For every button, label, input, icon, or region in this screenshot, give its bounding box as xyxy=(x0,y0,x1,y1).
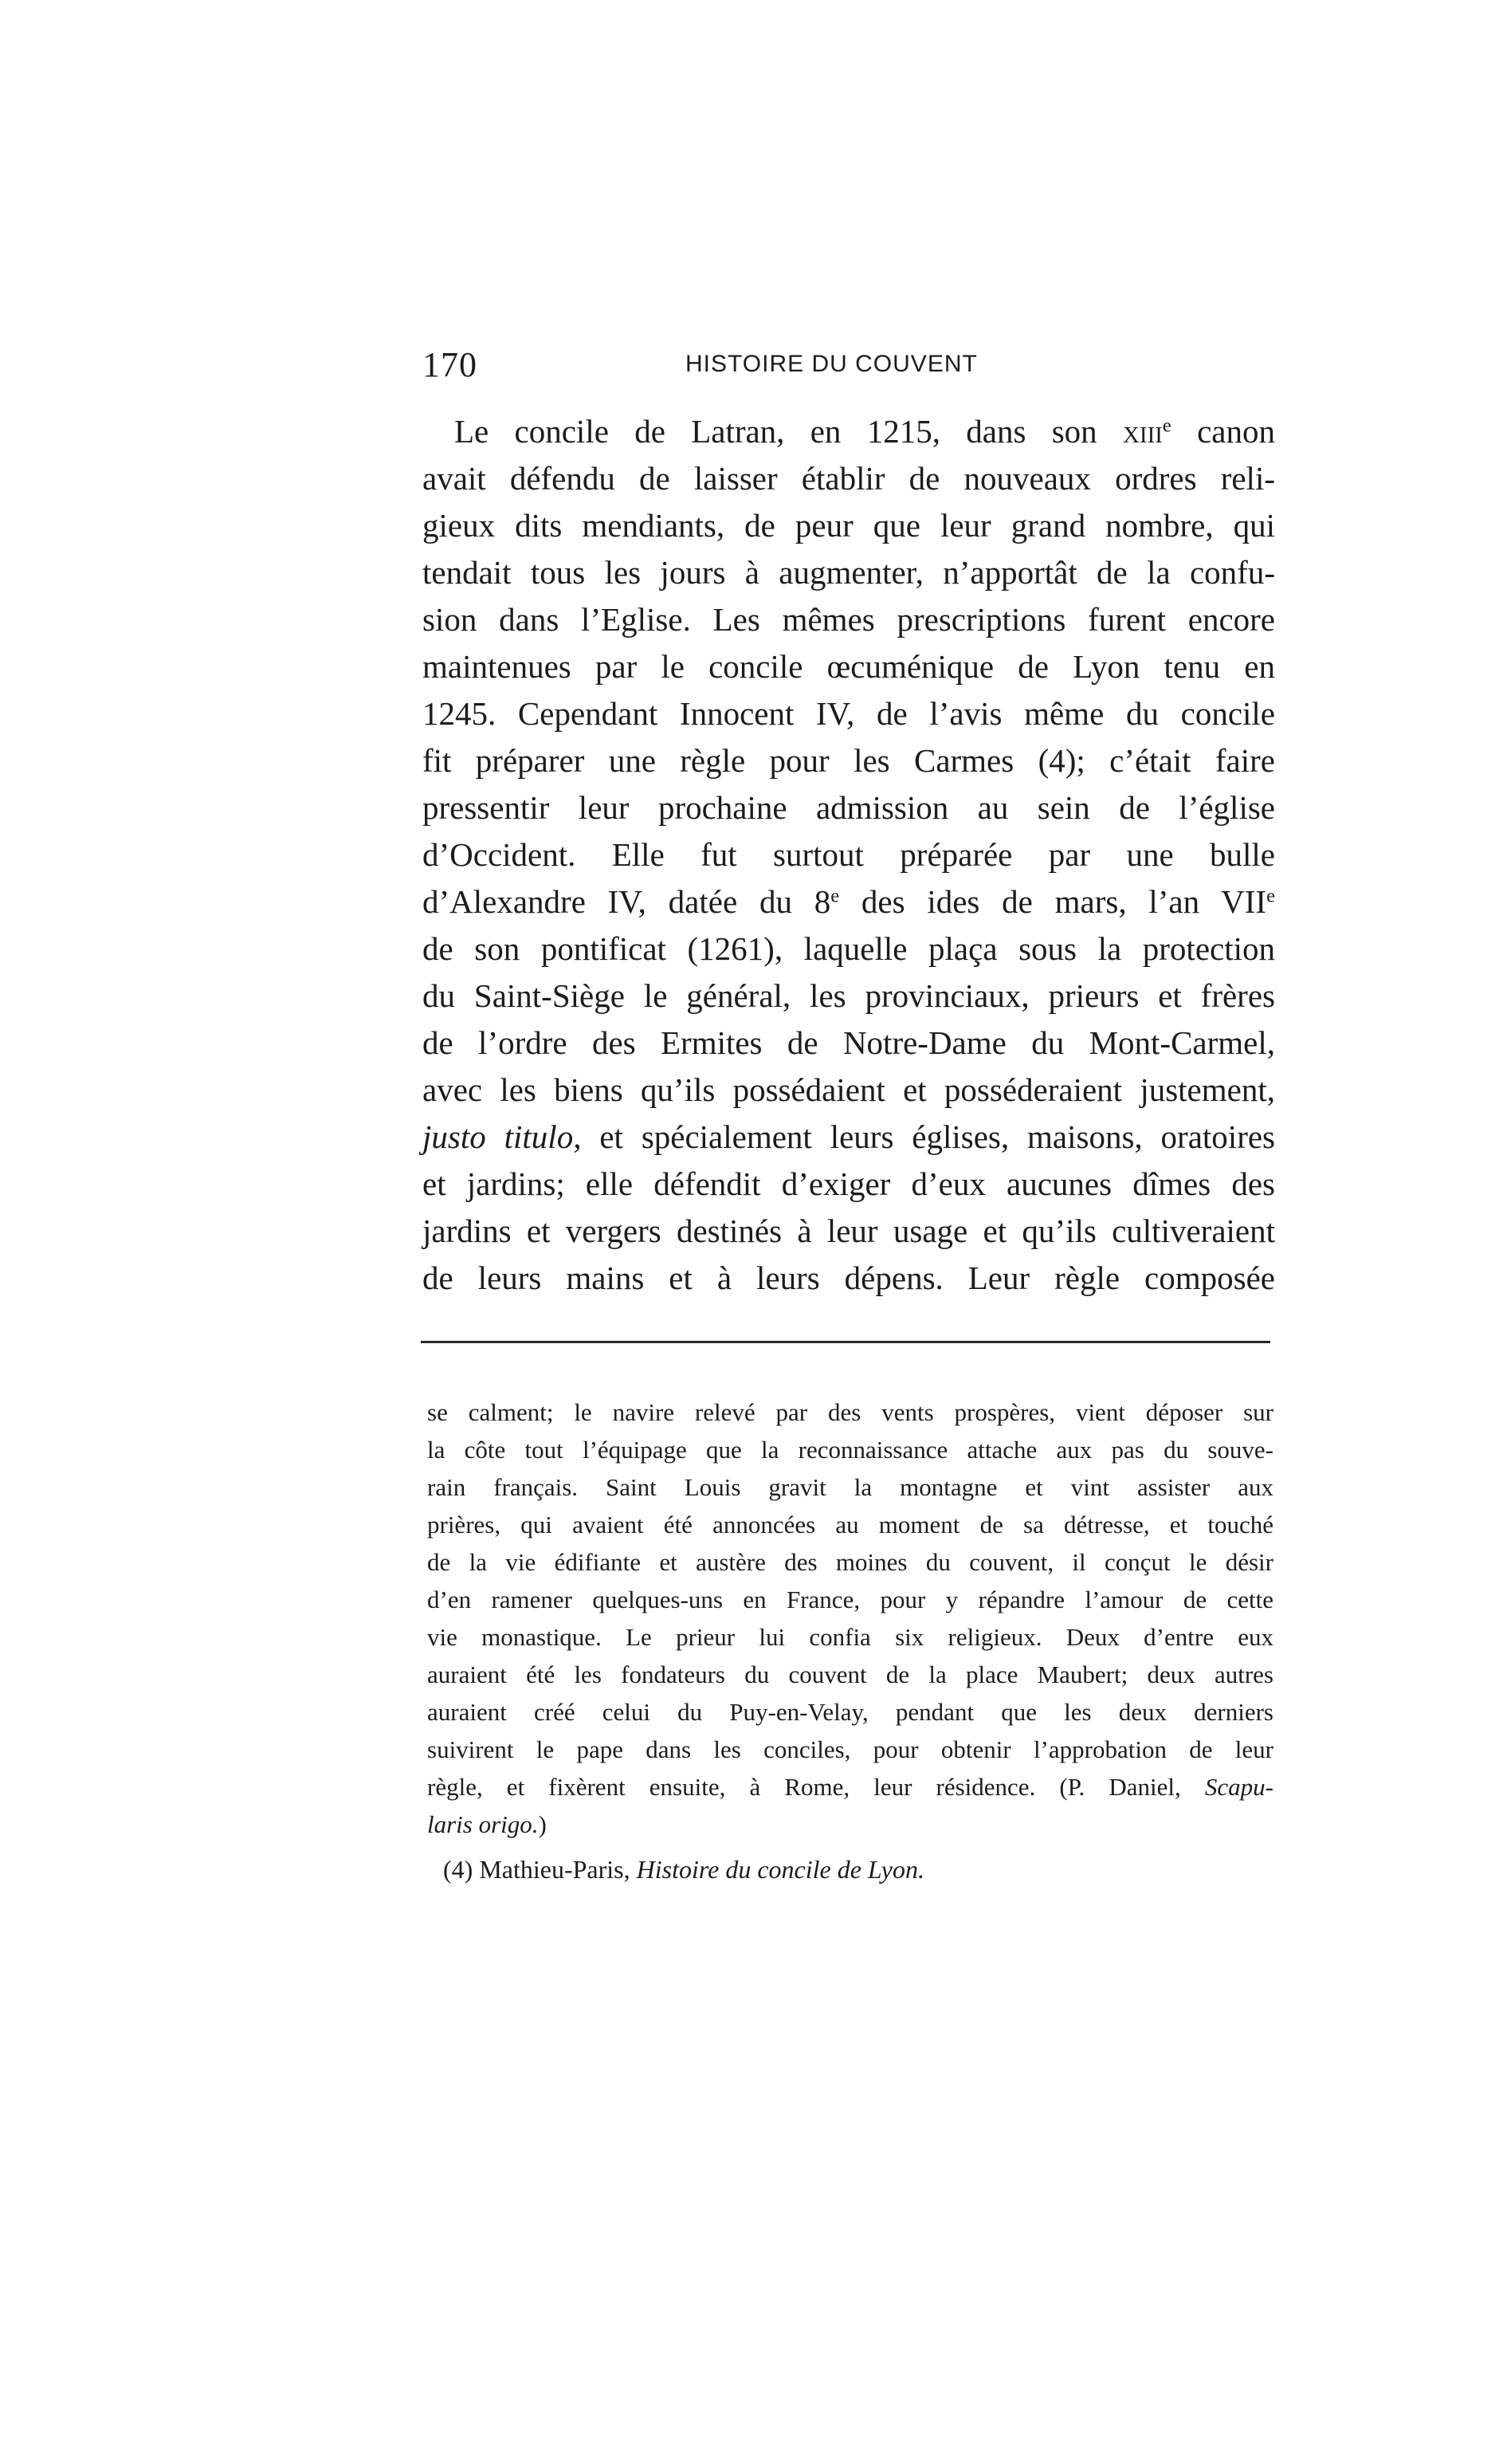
footnote-line: la côte tout l’équipage que la reconnaissance attache aux pas du souve- xyxy=(427,1436,1273,1464)
text-line: maintenues par le concile œcuménique de Lyon tenu en xyxy=(422,648,1275,685)
text-line: d’Occident. Elle fut surtout préparée par une bulle xyxy=(422,836,1275,873)
text-line: 1245. Cependant Innocent IV, de l’avis même du concile xyxy=(422,695,1275,732)
footnote-line: vie monastique. Le prieur lui confia six religieux. Deux d’entre eux xyxy=(427,1623,1273,1651)
footnote-4: (4) Mathieu-Paris, Histoire du concile de Lyon. xyxy=(443,1855,924,1884)
text-line: d’Alexandre IV, datée du 8e des ides de mars, l’an VIIe xyxy=(422,883,1275,920)
text-line: de l’ordre des Ermites de Notre-Dame du Mont-Carmel, xyxy=(422,1024,1275,1061)
text-line: avait défendu de laisser établir de nouveaux ordres reli- xyxy=(422,460,1275,497)
text-line: Le concile de Latran, en 1215, dans son xiii$^e$ canon xyxy=(454,413,1276,450)
footnote-divider xyxy=(421,1341,1270,1343)
text-line: gieux dits mendiants, de peur que leur grand nombre, qui xyxy=(422,507,1275,544)
footnote-line: prières, qui avaient été annoncées au moment de sa détresse, et touché xyxy=(427,1511,1273,1539)
footnote-line: de la vie édifiante et austère des moines du couvent, il conçut le désir xyxy=(427,1548,1273,1576)
text-line: sion dans l’Eglise. Les mêmes prescriptions furent encore xyxy=(422,601,1275,638)
text-line: de son pontificat (1261), laquelle plaça sous la protection xyxy=(422,930,1275,967)
footnote-line: d’en ramener quelques-uns en France, pour y répandre l’amour de cette xyxy=(427,1586,1273,1613)
text-line: tendait tous les jours à augmenter, n’apportât de la confu- xyxy=(422,554,1275,591)
page-number: 170 xyxy=(422,345,477,384)
running-title: HISTOIRE DU COUVENT xyxy=(685,351,978,377)
text-line: de leurs mains et à leurs dépens. Leur règle composée xyxy=(422,1260,1275,1296)
footnote-line: auraient créé celui du Puy-en-Velay, pendant que les deux derniers xyxy=(427,1698,1273,1726)
footnote-line: auraient été les fondateurs du couvent de la place Maubert; deux autres xyxy=(427,1660,1273,1688)
main-paragraph xyxy=(422,408,1275,1302)
text-line: et jardins; elle défendit d’exiger d’eux aucunes dîmes des xyxy=(422,1165,1275,1202)
text-line: justo titulo, et spécialement leurs églises, maisons, oratoires xyxy=(422,1118,1275,1155)
footnote-line: laris origo.) xyxy=(427,1810,547,1838)
text-line: avec les biens qu’ils possédaient et posséderaient justement, xyxy=(422,1071,1275,1108)
text-line: fit préparer une règle pour les Carmes (4); c’était faire xyxy=(422,742,1275,779)
footnotes xyxy=(427,1393,1273,1891)
footnote-line: suivirent le pape dans les conciles, pour obtenir l’approbation de leur xyxy=(427,1735,1273,1763)
footnote-line: règle, et fixèrent ensuite, à Rome, leur résidence. (P. Daniel, Scapu- xyxy=(427,1773,1273,1801)
footnote-line: rain français. Saint Louis gravit la montagne et vint assister aux xyxy=(427,1473,1273,1501)
text-line: jardins et vergers destinés à leur usage et qu’ils cultiveraient xyxy=(422,1212,1275,1249)
running-header xyxy=(422,344,1275,392)
text-line: du Saint-Siège le général, les provinciaux, prieurs et frères xyxy=(422,977,1275,1014)
text-line: pressentir leur prochaine admission au sein de l’église xyxy=(422,789,1275,826)
footnote-line: se calment; le navire relevé par des vents prospères, vient déposer sur xyxy=(427,1398,1273,1426)
